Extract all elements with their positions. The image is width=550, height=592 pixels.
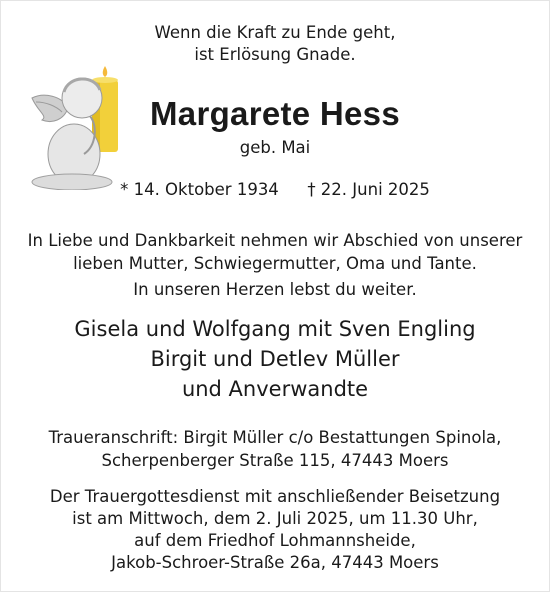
life-dates xyxy=(0,180,550,199)
farewell-text-line-2: lieben Mutter, Schwiegermutter, Oma und Tante. xyxy=(73,254,477,273)
mourning-address xyxy=(0,426,550,472)
motto-line-1: Wenn die Kraft zu Ende geht, xyxy=(154,23,396,42)
farewell-text xyxy=(0,229,550,275)
death-date: † 22. Juni 2025 xyxy=(307,180,430,199)
birth-date: * 14. Oktober 1934 xyxy=(120,180,279,199)
mourner-line-2: Birgit und Detlev Müller xyxy=(150,347,400,371)
service-details xyxy=(0,486,550,574)
deceased-name: Margarete Hess xyxy=(150,95,400,132)
service-line-3: auf dem Friedhof Lohmannsheide, xyxy=(134,531,416,550)
farewell-closing: In unseren Herzen lebst du weiter. xyxy=(133,280,417,299)
mourner-line-3: und Anverwandte xyxy=(181,377,369,401)
mourners xyxy=(0,314,550,404)
service-line-1: Der Trauergottesdienst mit anschließender Beisetzung xyxy=(49,487,501,506)
mourner-line-1: Gisela und Wolfgang mit Sven Engling xyxy=(74,317,476,341)
farewell-text-line-1: In Liebe und Dankbarkeit nehmen wir Abschied von unserer xyxy=(27,231,523,250)
birth-name: geb. Mai xyxy=(239,138,311,157)
service-line-4: Jakob-Schroer-Straße 26a, 47443 Moers xyxy=(111,553,439,572)
address-line-1: Traueranschrift: Birgit Müller c/o Bestattungen Spinola, xyxy=(48,428,502,447)
motto-line-2: ist Erlösung Gnade. xyxy=(194,45,356,64)
angel-with-candle-icon xyxy=(24,62,134,190)
address-line-2: Scherpenberger Straße 115, 47443 Moers xyxy=(101,451,449,470)
motto xyxy=(0,22,550,66)
service-line-2: ist am Mittwoch, dem 2. Juli 2025, um 11.30 Uhr, xyxy=(72,509,478,528)
